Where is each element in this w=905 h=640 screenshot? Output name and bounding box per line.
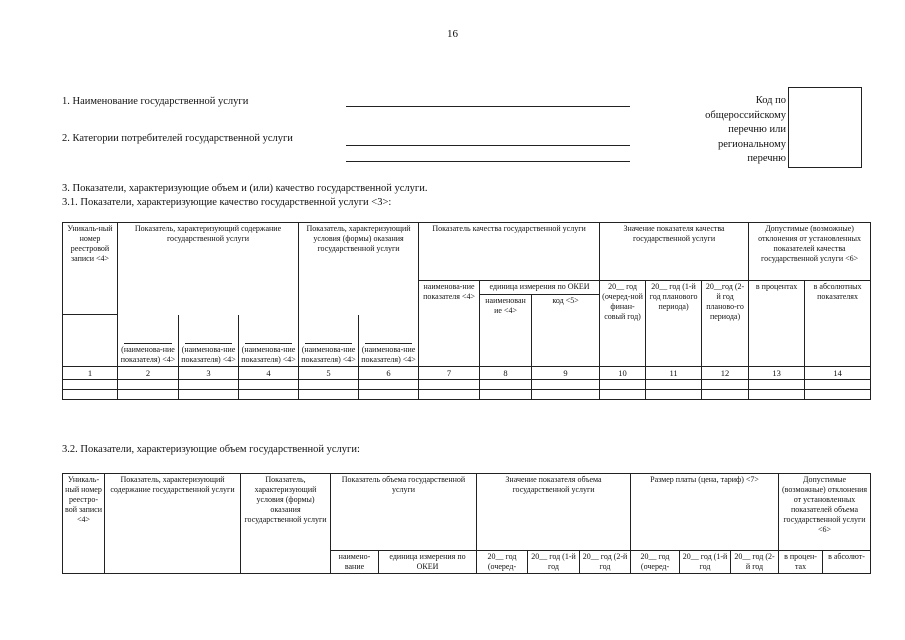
content-indicator-header: Показатель, характеризующий содержание государственной услуги: [118, 223, 299, 281]
unique-number-header: Уникаль-ный номер реестровой записи <4>: [63, 223, 118, 315]
content-subindicator-3: (наименова-ние показателя) <4>: [239, 315, 299, 367]
volume-indicators-table: [62, 473, 871, 574]
content-subindicator-2: (наименова-ние показателя) <4>: [179, 315, 239, 367]
fee-year3-header: 20__ год (2-й год: [731, 551, 779, 574]
column-number: 12: [702, 367, 749, 380]
volume-year2-header: 20__ год (1-й год: [528, 551, 580, 574]
column-number: 4: [239, 367, 299, 380]
absolute-header: в абсолютных показателях: [805, 281, 871, 367]
fee-year1-header: 20__ год (очеред-: [631, 551, 680, 574]
section3-title: 3. Показатели, характеризующие объем и (или) качество государственной услуги.: [62, 183, 428, 194]
quality-indicators-table: [62, 222, 871, 400]
volume-year1-header: 20__ год (очеред-: [477, 551, 528, 574]
column-number: 13: [749, 367, 805, 380]
service-name-line: [346, 106, 630, 107]
registry-code-box: [788, 87, 862, 168]
consumer-category-line-2: [346, 161, 630, 162]
content-indicator-space: [118, 281, 299, 315]
year2-header: 20__ год (1-й год планового периода): [646, 281, 702, 367]
column-number: 10: [600, 367, 646, 380]
column-number: 11: [646, 367, 702, 380]
volume-year3-header: 20__ год (2-й год: [580, 551, 631, 574]
column-number: 6: [359, 367, 419, 380]
volume-indicator-header: Показатель объема государственной услуги: [331, 474, 477, 551]
deviation-header: Допустимые (возможные) отклонения от установленных показателей качества государственной услуги <6>: [749, 223, 871, 281]
column-number: 3: [179, 367, 239, 380]
conditions-indicator-space: [299, 281, 419, 315]
service-name-label: 1. Наименование государственной услуги: [62, 96, 249, 107]
unit-name-header: наименован ие <4>: [480, 295, 532, 367]
conditions-subindicator-2: (наименова-ние показателя) <4>: [359, 315, 419, 367]
column-number: 5: [299, 367, 359, 380]
column-number: 14: [805, 367, 871, 380]
volume-name-header: наимено-вание: [331, 551, 379, 574]
unique-number-space: [63, 315, 118, 367]
column-number: 8: [480, 367, 532, 380]
conditions-indicator-header-2: Показатель, характеризующий условия (формы) оказания государственной услуги: [241, 474, 331, 574]
year3-header: 20__год (2-й год планово-го периода): [702, 281, 749, 367]
percent-header-2: в процен-тах: [779, 551, 823, 574]
column-number: 1: [63, 367, 118, 380]
indicator-name-header: наименова-ние показателя <4>: [419, 281, 480, 367]
volume-value-header: Значение показателя объема государственной услуги: [477, 474, 631, 551]
content-indicator-header-2: Показатель, характеризующий содержание государственной услуги: [105, 474, 241, 574]
registry-code-label: Код по общероссийскому перечню или региональному перечню: [705, 95, 786, 164]
content-subindicator-1: (наименова-ние показателя) <4>: [118, 315, 179, 367]
quality-indicator-header: Показатель качества государственной услуги: [419, 223, 600, 281]
consumer-category-line-1: [346, 145, 630, 146]
section31-title: 3.1. Показатели, характеризующие качество государственной услуги <3>:: [62, 197, 392, 208]
column-number: 7: [419, 367, 480, 380]
consumer-category-label: 2. Категории потребителей государственной услуги: [62, 133, 293, 144]
column-number: 9: [532, 367, 600, 380]
percent-header: в процентах: [749, 281, 805, 367]
deviation-header-2: Допустимые (возможные) отклонения от установленных показателей объема государственной услуги <6>: [779, 474, 871, 551]
section32-title: 3.2. Показатели, характеризующие объем государственной услуги:: [62, 444, 360, 455]
table-row: [63, 380, 871, 390]
fee-header: Размер платы (цена, тариф) <7>: [631, 474, 779, 551]
quality-value-header: Значение показателя качества государственной услуги: [600, 223, 749, 281]
unit-code-header: код <5>: [532, 295, 600, 367]
unit-okei-header: единица измерения по ОКЕИ: [480, 281, 600, 295]
unique-number-header-2: Уникаль-ный номер реестро-вой записи <4>: [63, 474, 105, 574]
conditions-indicator-header: Показатель, характеризующий условия (формы) оказания государственной услуги: [299, 223, 419, 281]
page-number: 16: [447, 28, 458, 40]
conditions-subindicator-1: (наименова-ние показателя) <4>: [299, 315, 359, 367]
table-row: [63, 390, 871, 400]
year1-header: 20__ год (очеред-ной финан-совый год): [600, 281, 646, 367]
fee-year2-header: 20__ год (1-й год: [680, 551, 731, 574]
column-number: 2: [118, 367, 179, 380]
volume-unit-header: единица измерения по ОКЕИ: [379, 551, 477, 574]
absolute-header-2: в абсолют-: [823, 551, 871, 574]
